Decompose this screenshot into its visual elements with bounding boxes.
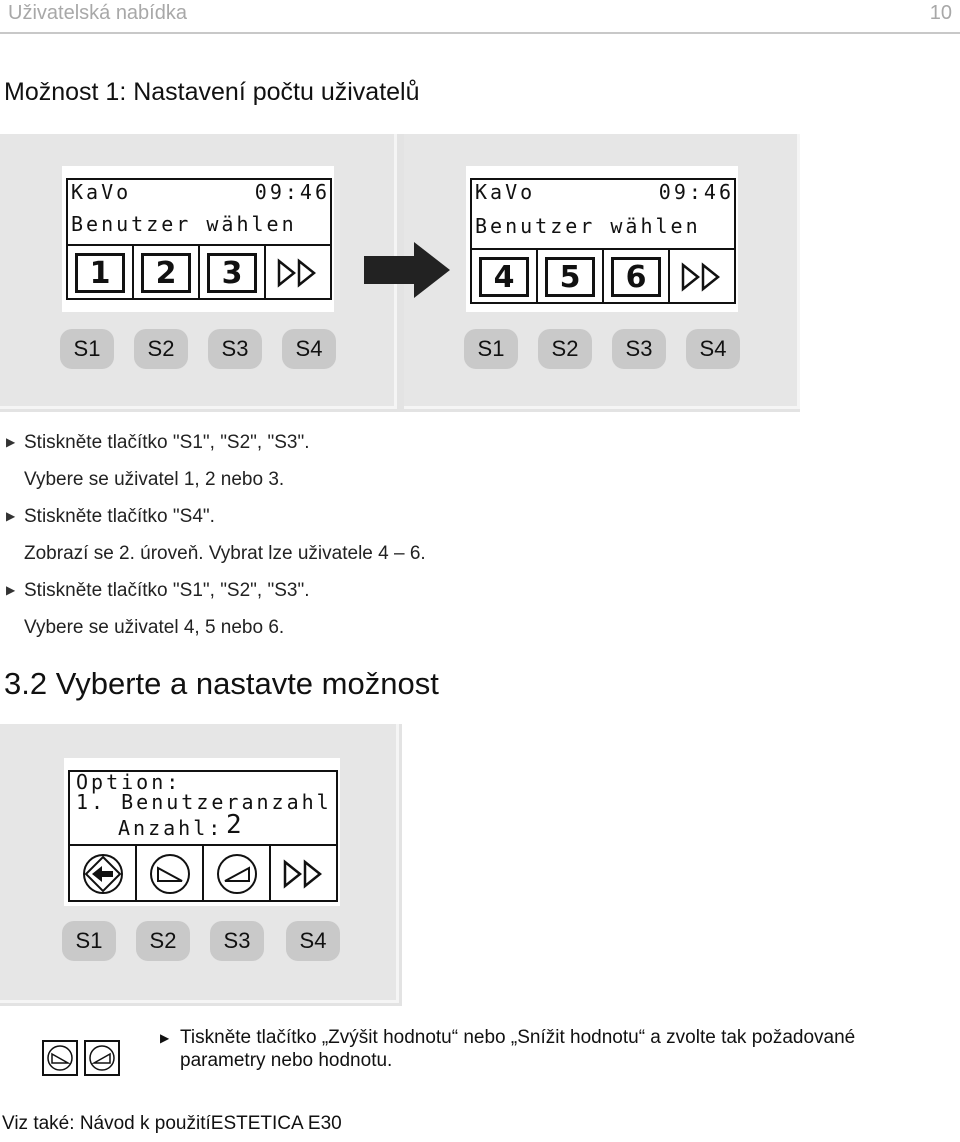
display-time: 09:46 xyxy=(658,180,734,204)
header-divider xyxy=(0,32,960,34)
s2-button[interactable]: S2 xyxy=(136,921,190,961)
display-key-4 xyxy=(670,250,734,304)
bullet-triangle-icon: ▶ xyxy=(6,509,16,523)
user-number-box: 4 xyxy=(479,257,529,297)
see-also xyxy=(2,1113,342,1135)
next-page-icon xyxy=(680,262,724,292)
section-heading: 3.2 Vyberte a nastavte možnost xyxy=(4,666,439,701)
increase-value-icon xyxy=(84,1040,120,1076)
s2-button[interactable]: S2 xyxy=(134,329,188,369)
display-frame xyxy=(470,178,736,304)
s4-button[interactable]: S4 xyxy=(686,329,740,369)
display-option-label: Anzahl: xyxy=(118,816,224,840)
increase-value-icon xyxy=(214,851,260,897)
right-arrow-icon xyxy=(362,240,452,300)
display-left xyxy=(62,166,334,312)
user-number-box: 5 xyxy=(545,257,595,297)
value-buttons-icon-pair xyxy=(42,1040,120,1076)
back-enter-icon xyxy=(80,851,126,897)
see-also-link[interactable]: Návod k použitíESTETICA E30 xyxy=(79,1113,342,1134)
display-key-row xyxy=(68,244,330,300)
display-key-2 xyxy=(137,846,204,902)
running-header-title: Uživatelská nabídka xyxy=(8,2,187,24)
steps-list xyxy=(6,424,426,646)
display-key-3 xyxy=(200,246,266,300)
page-number: 10 xyxy=(929,2,952,24)
s3-button[interactable]: S3 xyxy=(208,329,262,369)
user-number-box: 3 xyxy=(207,253,257,293)
display-brand: KaVo xyxy=(71,180,132,204)
next-page-icon xyxy=(282,859,326,889)
display-brand: KaVo xyxy=(475,180,536,204)
display-frame xyxy=(68,770,338,902)
note-block xyxy=(160,1026,940,1072)
next-page-icon xyxy=(276,258,320,288)
step-action xyxy=(6,572,426,609)
see-also-label: Viz také: xyxy=(2,1113,75,1134)
s4-button[interactable]: S4 xyxy=(286,921,340,961)
s4-button[interactable]: S4 xyxy=(282,329,336,369)
display-option-name: 1. Benutzeranzahl xyxy=(76,790,332,814)
s2-button[interactable]: S2 xyxy=(538,329,592,369)
s1-button[interactable]: S1 xyxy=(464,329,518,369)
display-key-1 xyxy=(70,846,137,902)
display-option-value: 2 xyxy=(226,810,245,840)
bullet-triangle-icon: ▶ xyxy=(6,435,16,449)
user-number-box: 6 xyxy=(611,257,661,297)
display-key-row xyxy=(472,248,734,304)
step-result xyxy=(6,461,426,498)
s3-button[interactable]: S3 xyxy=(210,921,264,961)
display-key-4 xyxy=(266,246,330,300)
user-number-box: 1 xyxy=(75,253,125,293)
note-text: Tiskněte tlačítko „Zvýšit hodnotu“ nebo „Snížit hodnotu“ a zvolte tak požadované parametry nebo hodnotu. xyxy=(180,1027,856,1071)
display-option xyxy=(64,758,340,906)
s1-button[interactable]: S1 xyxy=(62,921,116,961)
step-action-text: Stiskněte tlačítko "S1", "S2", "S3". xyxy=(24,580,310,601)
decrease-value-icon xyxy=(147,851,193,897)
step-result-text: Vybere se uživatel 4, 5 nebo 6. xyxy=(24,617,285,638)
display-prompt: Benutzer wählen xyxy=(71,212,297,236)
display-key-row xyxy=(70,844,336,902)
step-action-text: Stiskněte tlačítko "S4". xyxy=(24,506,215,527)
s3-button[interactable]: S3 xyxy=(612,329,666,369)
display-key-1 xyxy=(472,250,538,304)
display-key-2 xyxy=(134,246,200,300)
display-frame xyxy=(66,178,332,300)
display-right xyxy=(466,166,738,312)
s1-button[interactable]: S1 xyxy=(60,329,114,369)
step-result xyxy=(6,609,426,646)
bullet-triangle-icon: ▶ xyxy=(6,583,16,597)
section-heading: Možnost 1: Nastavení počtu uživatelů xyxy=(4,78,420,106)
display-key-3 xyxy=(204,846,271,902)
user-number-box: 2 xyxy=(141,253,191,293)
bullet-triangle-icon: ▶ xyxy=(160,1031,170,1045)
decrease-value-icon xyxy=(42,1040,78,1076)
step-action xyxy=(6,424,426,461)
display-key-4 xyxy=(271,846,336,902)
display-prompt: Benutzer wählen xyxy=(475,214,701,238)
display-option-title: Option: xyxy=(76,770,182,794)
step-result-text: Vybere se uživatel 1, 2 nebo 3. xyxy=(24,469,285,490)
step-action xyxy=(6,498,426,535)
step-action-text: Stiskněte tlačítko "S1", "S2", "S3". xyxy=(24,432,310,453)
display-key-2 xyxy=(538,250,604,304)
step-result-text: Zobrazí se 2. úroveň. Vybrat lze uživatele 4 – 6. xyxy=(24,543,426,564)
display-key-1 xyxy=(68,246,134,300)
display-time: 09:46 xyxy=(254,180,330,204)
display-key-3 xyxy=(604,250,670,304)
step-result xyxy=(6,535,426,572)
